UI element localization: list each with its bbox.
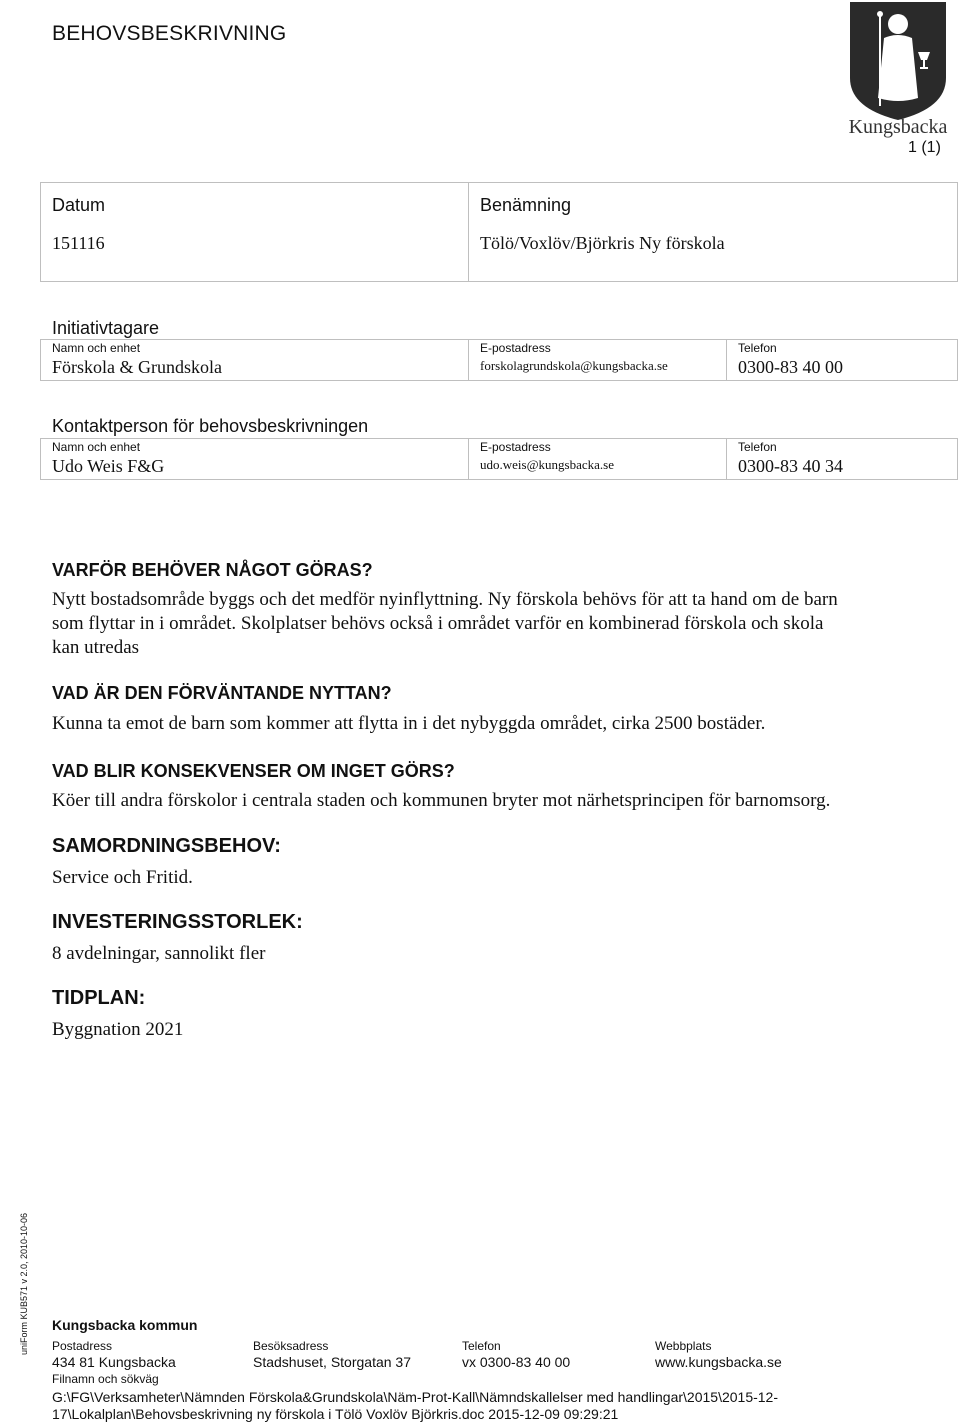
footer-telefon-value: vx 0300-83 40 00	[462, 1354, 571, 1370]
footer-webbplats-label: Webbplats	[655, 1339, 712, 1353]
konsekvens-heading: VAD BLIR KONSEKVENSER OM INGET GÖRS?	[52, 761, 455, 781]
footer-besoksadress-value: Stadshuset, Storgatan 37	[253, 1354, 411, 1370]
kontaktperson-email-label: E-postadress	[480, 440, 551, 454]
initiativtagare-title: Initiativtagare	[52, 318, 160, 338]
footer-org: Kungsbacka kommun	[52, 1317, 198, 1333]
nytta-heading: VAD ÄR DEN FÖRVÄNTANDE NYTTAN?	[52, 683, 392, 703]
samordning-text: Service och Fritid.	[52, 867, 193, 888]
footer-postadress-label: Postadress	[52, 1339, 113, 1353]
kontaktperson-title: Kontaktperson för behovsbeskrivningen	[52, 416, 369, 436]
kontaktperson-name-label: Namn och enhet	[52, 440, 141, 454]
tidplan-text: Byggnation 2021	[52, 1019, 184, 1040]
datum-value: 151116	[52, 233, 105, 253]
initiativtagare-phone-label: Telefon	[738, 341, 777, 355]
initiativtagare-email-value: forskolagrundskola@kungsbacka.se	[480, 358, 668, 373]
footer-besoksadress-label: Besöksadress	[253, 1339, 329, 1353]
kontaktperson-box	[40, 438, 958, 480]
footer-filnamn-line-1: G:\FG\Verksamheter\Nämnden Förskola&Grundskola\Näm-Prot-Kall\Nämndskallelser med handlingar\2015\2015-12-	[52, 1389, 778, 1405]
initiativtagare-name-value: Förskola & Grundskola	[52, 357, 222, 377]
samordning-heading: SAMORDNINGSBEHOV:	[52, 835, 281, 857]
initiativtagare-box	[40, 339, 958, 381]
logo-wordmark: Kungsbacka	[848, 116, 948, 138]
document-title: BEHOVSBESKRIVNING	[52, 22, 287, 45]
varfor-line-3: kan utredas	[52, 637, 140, 658]
benamning-label: Benämning	[480, 195, 572, 215]
kontaktperson-phone-value: 0300-83 40 34	[738, 456, 843, 476]
initiativtagare-name-label: Namn och enhet	[52, 341, 141, 355]
kungsbacka-logo	[846, 2, 950, 138]
initiativtagare-email-label: E-postadress	[480, 341, 551, 355]
footer-telefon-label: Telefon	[462, 1339, 501, 1353]
kontaktperson-phone-label: Telefon	[738, 440, 777, 454]
kontaktperson-email-value: udo.weis@kungsbacka.se	[480, 457, 614, 472]
benamning-value: Tölö/Voxlöv/Björkris Ny förskola	[480, 233, 725, 253]
initiativtagare-phone-value: 0300-83 40 00	[738, 357, 843, 377]
investering-text: 8 avdelningar, sannolikt fler	[52, 943, 266, 964]
kontaktperson-name-value: Udo Weis F&G	[52, 456, 165, 476]
page-number: 1 (1)	[908, 139, 941, 156]
footer-webbplats-value: www.kungsbacka.se	[655, 1354, 782, 1370]
footer-filnamn-label: Filnamn och sökväg	[52, 1372, 159, 1386]
footer-filnamn-line-2: 17\Lokalplan\Behovsbeskrivning ny förskola i Tölö Voxlöv Björkris.doc 2015-12-09 09:29:21	[52, 1406, 619, 1422]
footer-postadress-value: 434 81 Kungsbacka	[52, 1354, 176, 1370]
form-version-text: uniForm KUB571 v 2.0, 2010-10-06	[19, 1212, 29, 1356]
datum-label: Datum	[52, 195, 106, 215]
konsekvens-text: Köer till andra förskolor i centrala staden och kommunen bryter mot närhetsprincipen för barnomsorg.	[52, 790, 831, 811]
investering-heading: INVESTERINGSSTORLEK:	[52, 911, 303, 933]
tidplan-heading: TIDPLAN:	[52, 987, 146, 1009]
varfor-heading: VARFÖR BEHÖVER NÅGOT GÖRAS?	[52, 560, 373, 580]
varfor-line-2: som flyttar in i området. Skolplatser behövs också i området varför en kombinerad förskola och skola	[52, 613, 824, 634]
nytta-text: Kunna ta emot de barn som kommer att flytta in i det nybyggda området, cirka 2500 bostäder.	[52, 713, 766, 734]
datum-benamning-box	[40, 182, 958, 282]
varfor-line-1: Nytt bostadsområde byggs och det medför nyinflyttning. Ny förskola behövs för att ta hand om de barn	[52, 589, 838, 610]
